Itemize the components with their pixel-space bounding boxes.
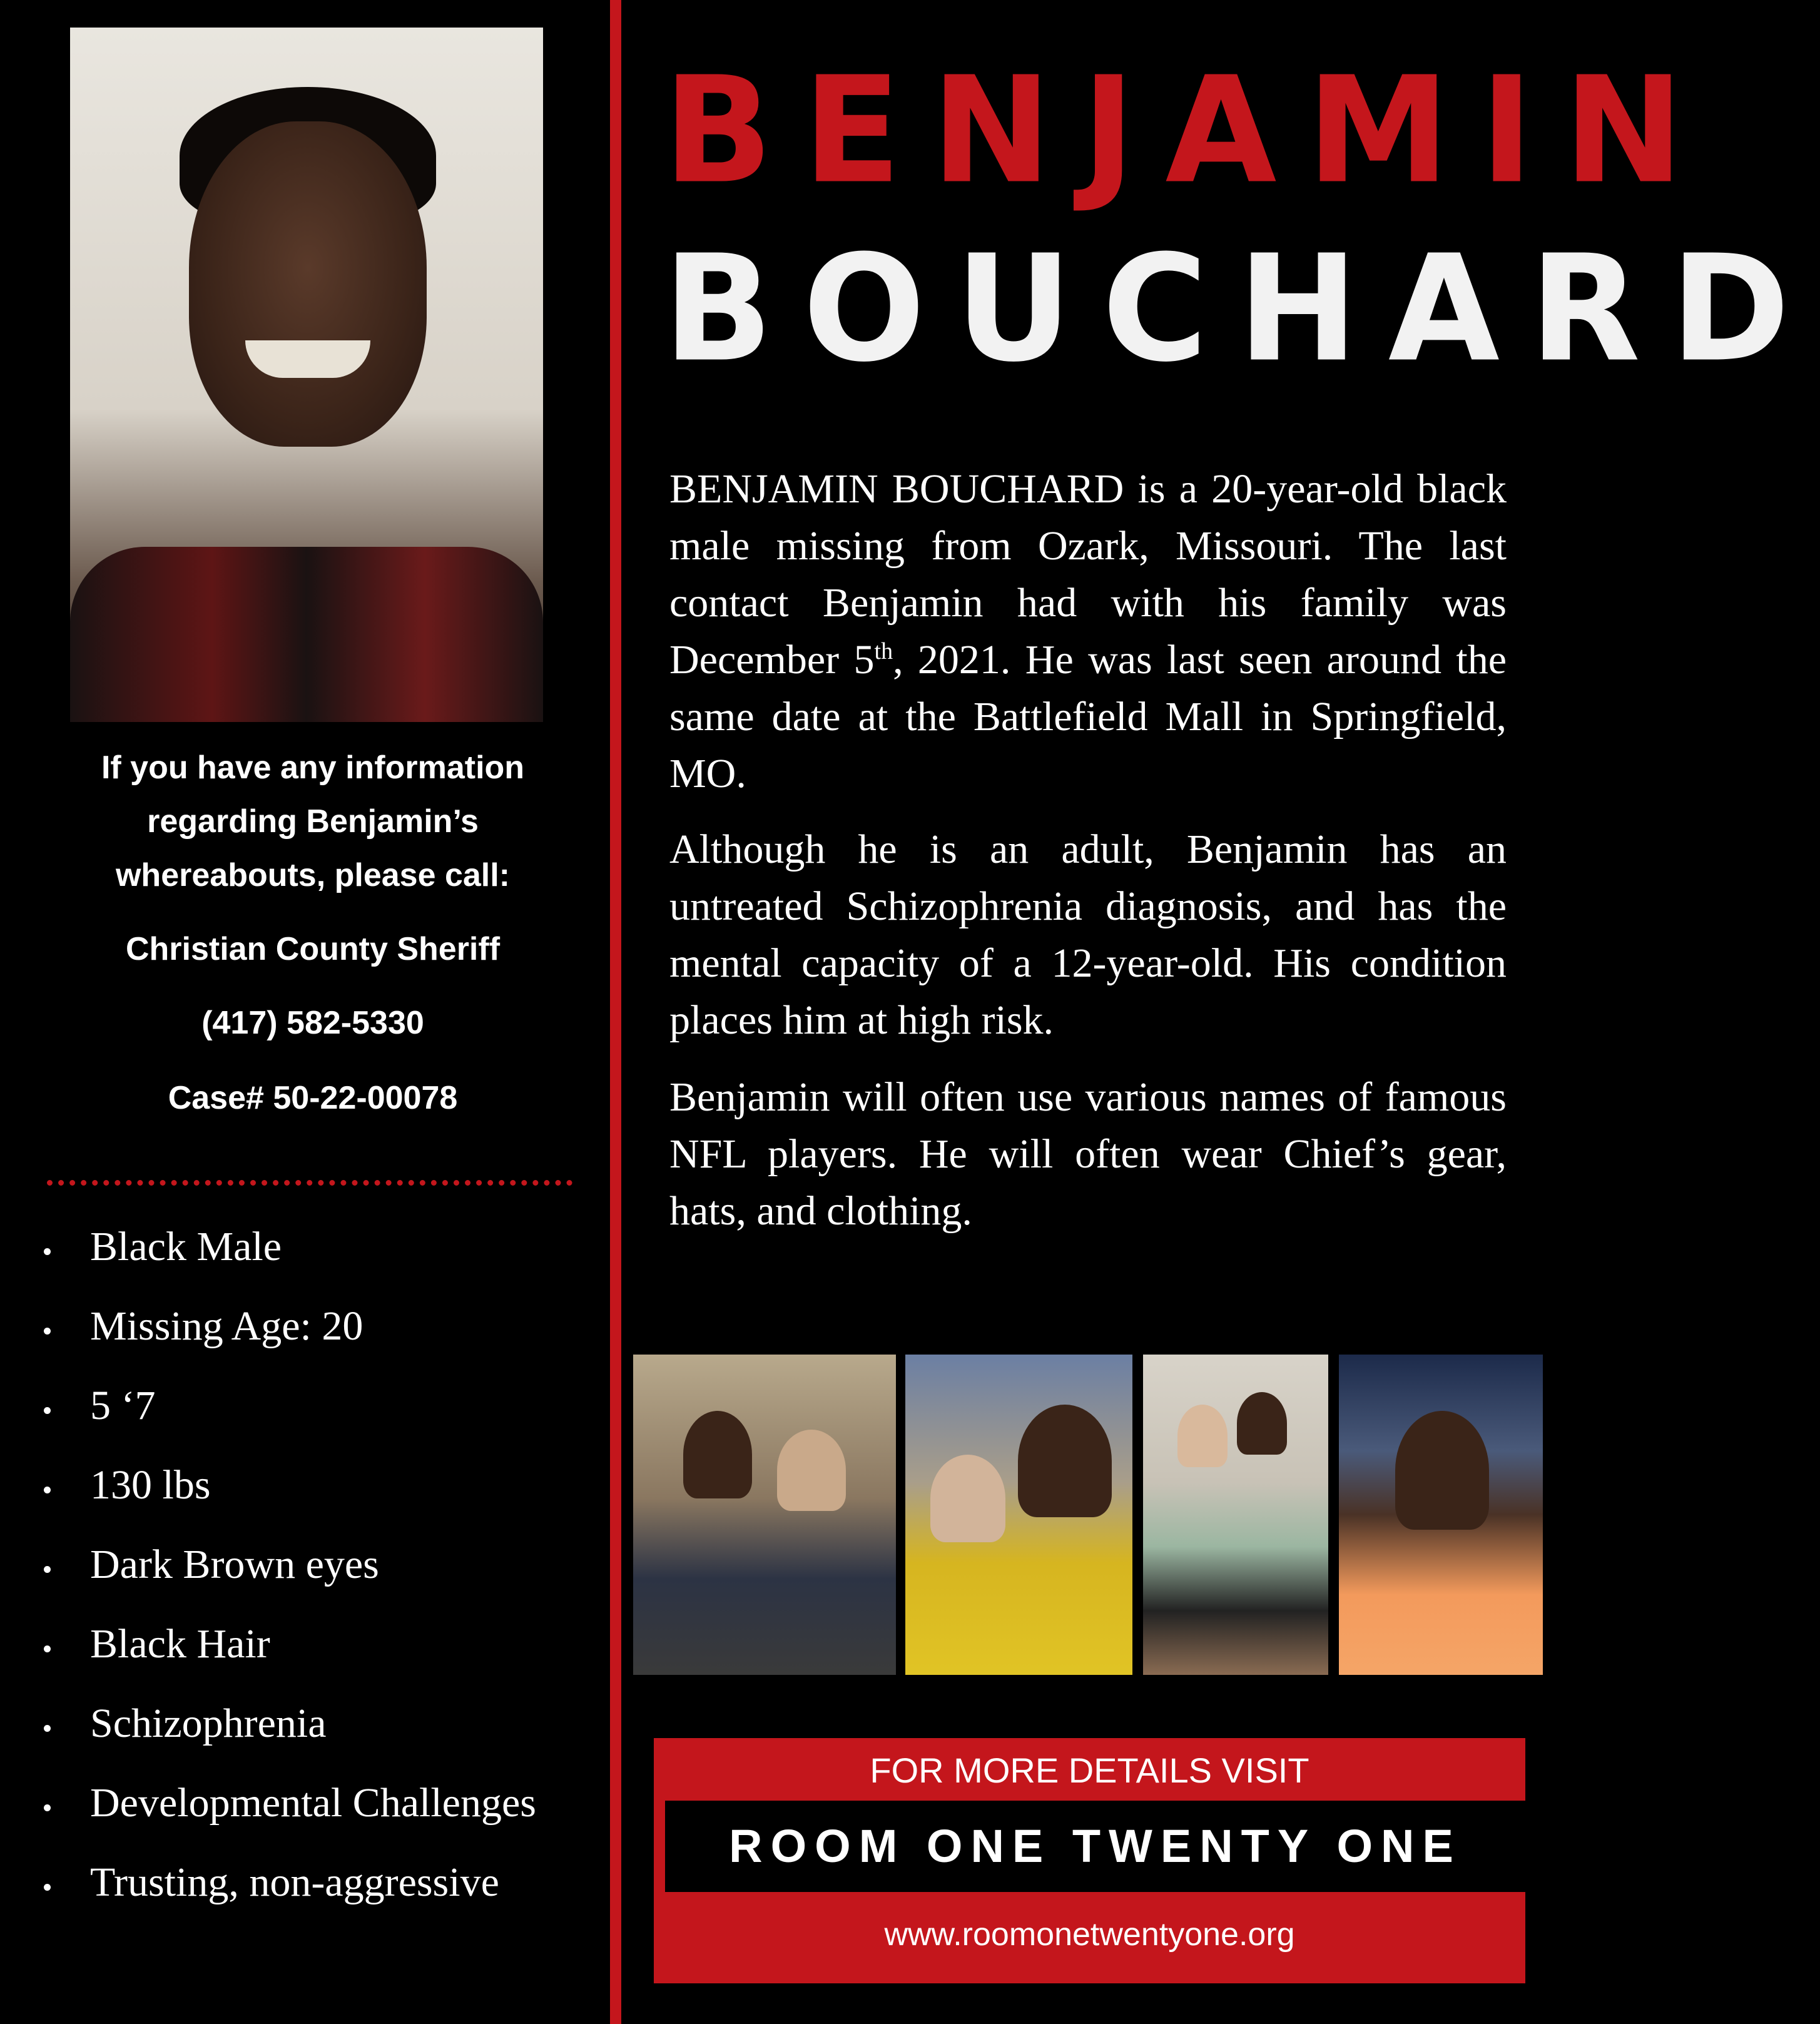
photo-figure (777, 1430, 846, 1511)
missing-person-photo (70, 28, 543, 721)
fact-item: Schizophrenia (38, 1700, 601, 1779)
contact-phone[interactable]: (417) 582-5330 (201, 1005, 424, 1041)
photo-smile (245, 340, 370, 378)
bio-paragraph-2: Although he is an adult, Benjamin has an untreated Schizophrenia diagnosis, and has the mental capacity of a 12-year-old. His condition places him at high risk. (669, 826, 1507, 1043)
photo-figure (1018, 1405, 1112, 1517)
contact-case-number: Case# 50-22-00078 (168, 1080, 458, 1116)
photo-figure (1395, 1411, 1489, 1530)
bio-paragraph-1 (669, 460, 1507, 802)
photo-figure (930, 1455, 1005, 1542)
photo-figure (1177, 1405, 1228, 1467)
vertical-red-divider (610, 0, 621, 2024)
photo-figure (1237, 1392, 1287, 1455)
photo-shirt (70, 547, 543, 722)
cta-website-link[interactable]: www.roomonetwentyone.org (884, 1916, 1295, 1953)
fact-item: Missing Age: 20 (38, 1303, 601, 1382)
cta-heading: FOR MORE DETAILS VISIT (870, 1751, 1309, 1790)
fact-item: Black Male (38, 1223, 601, 1303)
fact-item: Dark Brown eyes (38, 1541, 601, 1620)
fact-item: Black Hair (38, 1620, 601, 1700)
last-name-heading: BOUCHARD (663, 224, 1820, 395)
gallery-photo-4 (1339, 1355, 1543, 1675)
photo-face (189, 121, 427, 447)
gallery-photo-1 (633, 1355, 896, 1675)
gallery-photo-2 (905, 1355, 1132, 1675)
bio-p1-part2: , 2021. He was last seen around the same date at the Battlefield Mall in Springfield, MO. (669, 637, 1507, 796)
dotted-divider (47, 1180, 572, 1186)
fact-item: 130 lbs (38, 1462, 601, 1541)
fact-item: 5 ‘7 (38, 1382, 601, 1462)
physical-description-list (38, 1223, 601, 1938)
bio-paragraph-3: Benjamin will often use various names of famous NFL players. He will often wear Chief’s gear, hats, and clothing. (669, 1074, 1507, 1234)
gallery-photo-3 (1143, 1355, 1328, 1675)
first-name-heading: BENJAMIN (663, 46, 1714, 216)
contact-agency: Christian County Sheriff (125, 931, 501, 967)
fact-item: Developmental Challenges (38, 1779, 601, 1859)
cta-org-name: ROOM ONE TWENTY ONE (729, 1820, 1462, 1872)
contact-intro-line2: regarding Benjamin’s (147, 803, 479, 840)
contact-intro-line3: whereabouts, please call: (115, 857, 511, 893)
fact-item: Trusting, non-aggressive (38, 1859, 601, 1938)
photo-figure (683, 1411, 752, 1498)
contact-intro-line1: If you have any information (101, 750, 525, 786)
bio-p1-part1: BENJAMIN BOUCHARD is a 20-year-old black male missing from Ozark, Missouri. The last contact Benjamin had with his family was December 5 (669, 466, 1507, 683)
bio-p1-ordinal: th (874, 638, 893, 664)
